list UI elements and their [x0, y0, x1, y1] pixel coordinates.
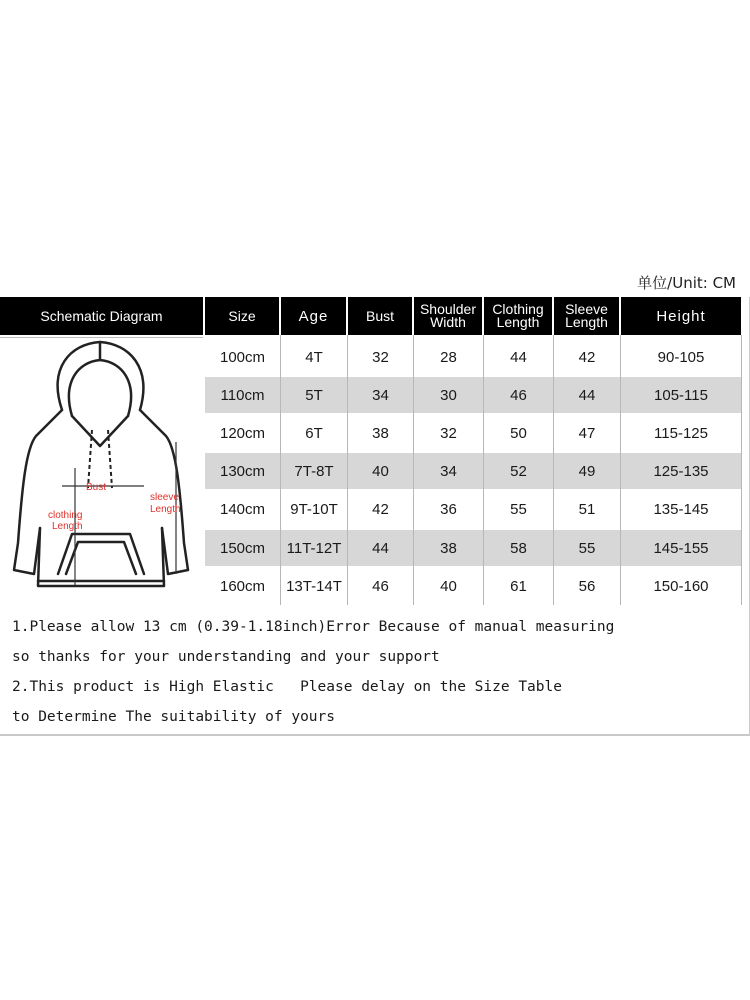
diagram-label-sleeve: sleeve	[150, 492, 179, 503]
cell-sleeve: 49	[578, 462, 596, 480]
cell-clothing: 58	[510, 539, 527, 557]
cell-height: 125-135	[653, 462, 709, 480]
header-shoulder-line2: Width	[430, 314, 466, 330]
cell-age: 13T-14T	[286, 577, 342, 595]
cell-sleeve: 51	[578, 500, 596, 518]
header-sleeve-line2: Length	[565, 314, 608, 330]
cell-sleeve: 42	[578, 348, 596, 366]
header-age-label: Age	[298, 307, 329, 325]
cell-sleeve: 55	[578, 539, 596, 557]
cell-age: 5T	[305, 386, 323, 404]
header-bust	[348, 297, 412, 335]
header-clothing-line1: Clothing	[492, 301, 544, 317]
note-line: 1.Please allow 13 cm (0.39-1.18inch)Error Because of manual measuring	[12, 619, 615, 635]
cell-height: 145-155	[653, 539, 709, 557]
cell-age: 9T-10T	[290, 500, 338, 518]
header-bust-label: Bust	[365, 307, 394, 324]
cell-size: 100cm	[219, 348, 266, 366]
cell-age: 6T	[305, 424, 323, 442]
header-sleeve-length	[554, 297, 619, 335]
unit-label: 单位/Unit: CM	[637, 274, 736, 292]
header-shoulder-line1: Shoulder	[419, 301, 477, 317]
cell-shoulder: 28	[440, 348, 457, 366]
cell-size: 160cm	[219, 577, 266, 595]
cell-clothing: 52	[510, 462, 527, 480]
note-line: 2.This product is High Elastic Please delay on the Size Table	[12, 679, 562, 695]
cell-shoulder: 40	[440, 577, 457, 595]
diagram-label-sleeve-length: Length	[150, 504, 181, 515]
header-size-label: Size	[228, 307, 256, 324]
cell-size: 130cm	[219, 462, 266, 480]
cell-clothing: 44	[510, 348, 527, 366]
cell-bust: 40	[372, 462, 389, 480]
header-shoulder-width	[414, 297, 482, 335]
cell-sleeve: 44	[578, 386, 596, 404]
cell-bust: 32	[372, 348, 389, 366]
cell-height: 135-145	[653, 500, 709, 518]
cell-sleeve: 56	[578, 577, 596, 595]
cell-bust: 34	[372, 386, 389, 404]
header-height	[621, 297, 741, 335]
cell-size: 150cm	[219, 539, 266, 557]
cell-bust: 44	[372, 539, 389, 557]
cell-shoulder: 36	[440, 500, 457, 518]
header-clothing-length	[484, 297, 552, 335]
header-size	[205, 297, 279, 335]
diagram-label-bust: Bust	[86, 482, 107, 493]
header-clothing-line2: Length	[496, 314, 540, 330]
cell-age: 7T-8T	[294, 462, 334, 480]
cell-size: 140cm	[219, 500, 266, 518]
cell-bust: 38	[372, 424, 389, 442]
cell-shoulder: 32	[440, 424, 457, 442]
cell-shoulder: 30	[440, 386, 457, 404]
cell-height: 150-160	[653, 577, 709, 595]
cell-size: 120cm	[219, 424, 266, 442]
cell-height: 105-115	[654, 386, 708, 404]
cell-age: 4T	[305, 348, 323, 366]
cell-clothing: 46	[510, 386, 527, 404]
cell-clothing: 61	[510, 577, 527, 595]
header-diagram	[0, 297, 203, 335]
cell-height: 90-105	[657, 348, 705, 366]
cell-clothing: 50	[510, 424, 527, 442]
header-diagram-label: Schematic Diagram	[40, 307, 163, 324]
cell-shoulder: 34	[440, 462, 457, 480]
schematic-diagram	[0, 337, 203, 606]
header-sleeve-line1: Sleeve	[565, 301, 608, 317]
cell-height: 115-125	[654, 424, 708, 442]
notes-block	[12, 612, 614, 732]
cell-bust: 46	[372, 577, 389, 595]
diagram-label-clothing-length: Length	[52, 521, 83, 532]
header-height-label: Height	[656, 307, 706, 325]
cell-clothing: 55	[510, 500, 527, 518]
note-line: to Determine The suitability of yours	[12, 709, 336, 725]
hoodie-diagram-icon	[0, 338, 203, 606]
diagram-label-clothing: clothing	[48, 510, 83, 521]
cell-bust: 42	[372, 500, 389, 518]
header-age	[281, 297, 346, 335]
col-sep-7	[741, 335, 742, 605]
cell-sleeve: 47	[578, 424, 596, 442]
cell-age: 11T-12T	[286, 539, 342, 557]
cell-size: 110cm	[220, 386, 265, 404]
note-line: so thanks for your understanding and your support	[12, 649, 440, 665]
cell-shoulder: 38	[440, 539, 457, 557]
